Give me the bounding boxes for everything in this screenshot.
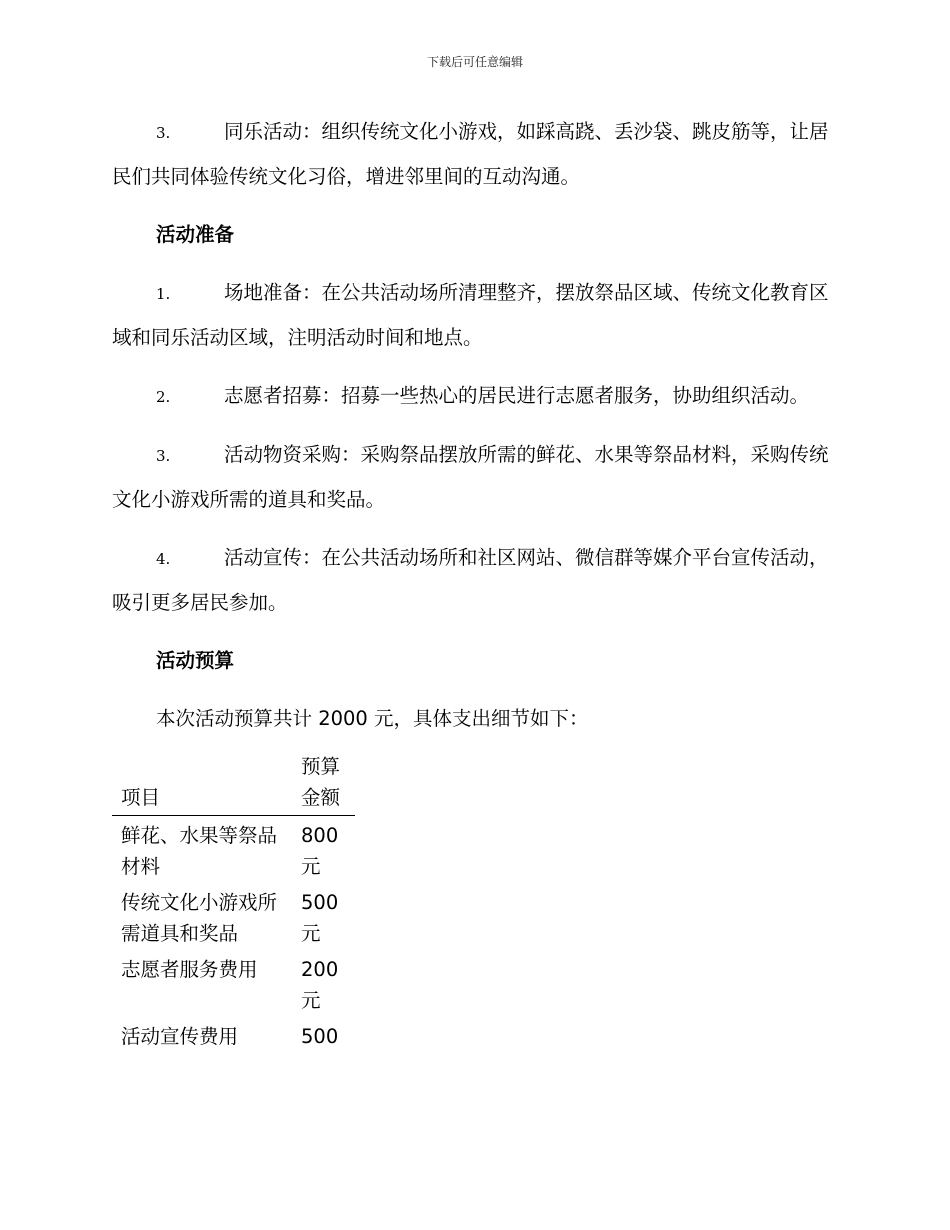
table-row [112,883,355,950]
table-cell-item: 志愿者服务费用 [121,958,258,981]
list-item-text: 场地准备：在公共活动场所清理整齐，摆放祭品区域、传统文化教育区域和同乐活动区域，注明活动时间和地点。 [112,281,829,349]
document-body [112,110,834,1053]
section-heading-budget: 活动预算 [156,649,235,672]
list-item-text: 活动宣传：在公共活动场所和社区网站、微信群等媒介平台宣传活动，吸引更多居民参加。 [112,546,829,614]
preparation-item-2 [112,374,834,419]
table-cell-item: 活动宣传费用 [121,1025,239,1048]
list-number: 2. [156,388,171,406]
list-number: 4. [156,550,171,568]
table-row [112,950,355,1017]
list-number: 3. [156,124,171,142]
page-header: 下载后可任意编辑 [426,55,523,69]
table-row [112,1017,355,1053]
table-row [112,816,355,884]
table-cell-amount: 500 元 [301,891,339,945]
budget-table [112,751,355,1053]
list-number: 3. [156,447,171,465]
table-cell-amount: 800 元 [301,824,339,878]
activity-item-3 [112,110,834,199]
preparation-item-4 [112,536,834,625]
preparation-item-1 [112,271,834,360]
table-cell-item: 传统文化小游戏所需道具和奖品 [121,891,278,945]
column-header-item: 项目 [112,751,291,816]
table-cell-amount: 500 [301,1025,339,1048]
section-heading-preparation: 活动准备 [156,223,235,246]
column-header-amount: 预算金额 [291,751,355,816]
table-cell-item: 鲜花、水果等祭品材料 [121,824,278,878]
budget-intro: 本次活动预算共计 2000 元，具体支出细节如下： [156,707,589,730]
list-number: 1. [156,285,171,303]
list-item-text: 志愿者招募：招募一些热心的居民进行志愿者服务，协助组织活动。 [224,384,810,407]
list-item-text: 同乐活动：组织传统文化小游戏，如踩高跷、丢沙袋、跳皮筋等，让居民们共同体验传统文化习俗，增进邻里间的互动沟通。 [112,120,829,188]
list-item-text: 活动物资采购：采购祭品摆放所需的鲜花、水果等祭品材料，采购传统文化小游戏所需的道具和奖品。 [112,443,829,511]
table-cell-amount: 200 元 [301,958,339,1012]
table-header-row [112,751,355,816]
preparation-item-3 [112,433,834,522]
